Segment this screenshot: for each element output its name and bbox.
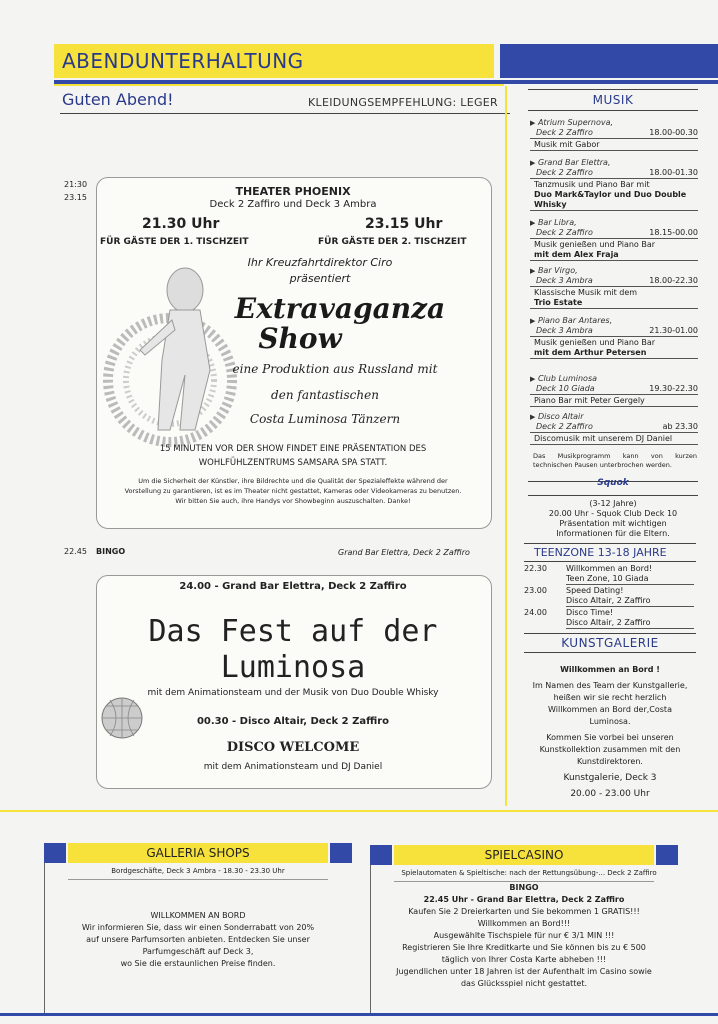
musik-time: 18.00-01.30 xyxy=(649,168,698,177)
teen-location: Disco Altair, 2 Zaffiro xyxy=(566,618,694,629)
camera-note-3: Wir bitten Sie auch, ihre Handys vor Showbeginn auszuschalten. Danke! xyxy=(175,497,411,505)
bullet-icon: ▶ xyxy=(530,267,536,275)
camera-note-1: Um die Sicherheit der Künstler, ihre Bildrechte und die Qualität der Spezialeffekte während der xyxy=(138,477,448,485)
musik-desc-1: Musik genießen und Piano Bar xyxy=(534,338,656,347)
casino-sub-rule xyxy=(394,881,654,882)
show2-time: 23.15 Uhr xyxy=(365,216,443,232)
casino-sub: Spielautomaten & Spieltische: nach der Rettungsübung-... Deck 2 Zaffiro xyxy=(401,869,657,877)
bingo-time: 22.45 xyxy=(64,547,87,556)
bullet-icon: ▶ xyxy=(530,219,536,227)
musik-title: MUSIK xyxy=(592,93,634,107)
kunst-line-6: Kommen Sie vorbei bei unseren xyxy=(546,733,674,742)
shops-title: GALLERIA SHOPS xyxy=(146,846,250,860)
party-title-2: Luminosa xyxy=(220,650,366,685)
teen-event: Willkommen an Bord! xyxy=(566,564,653,573)
show-name-1: Extravaganza xyxy=(234,292,446,325)
musik-venue-2: Deck 3 Ambra xyxy=(536,326,593,335)
teen-location: Disco Altair, 2 Zaffiro xyxy=(566,596,694,607)
musik-bottom-rule xyxy=(528,110,698,111)
musik-item xyxy=(530,218,698,261)
squok-age: (3-12 Jahre) xyxy=(589,499,637,508)
musik-venue-1: Bar Libra, xyxy=(537,218,577,227)
musik-top-rule xyxy=(528,89,698,90)
musik-venue-2: Deck 2 Zaffiro xyxy=(536,422,593,431)
musik-time: 18.00-22.30 xyxy=(649,276,698,285)
musik-time: 19.30-22.30 xyxy=(649,384,698,393)
show-name-2: Show xyxy=(258,322,342,355)
casino-blue-left xyxy=(370,845,392,865)
presents: präsentiert xyxy=(289,272,351,285)
teen-event: Speed Dating! xyxy=(566,586,624,595)
musik-desc-2: Duo Mark&Taylor und Duo Double Whisky xyxy=(534,190,687,209)
musik-desc-1: Klassische Musik mit dem xyxy=(534,288,638,297)
musik-desc-1: Piano Bar mit Peter Gergely xyxy=(534,396,645,405)
shops-line-5: wo Sie die erstaunlichen Preise finden. xyxy=(120,959,276,968)
musik-item xyxy=(530,374,698,407)
casino-line-5: Ausgewählte Tischspiele für nur € 3/1 MIN !!! xyxy=(433,931,615,940)
party-title-1: Das Fest auf der xyxy=(148,614,438,649)
kunst-line-1: Willkommen an Bord ! xyxy=(560,665,660,674)
musik-time: 18.15-00.00 xyxy=(649,228,698,237)
kunst-title: KUNSTGALERIE xyxy=(561,636,659,650)
shops-blue-right xyxy=(330,843,352,863)
shops-line-4: Parfumgeschäft auf Deck 3, xyxy=(142,947,254,956)
musik-desc-2: Trio Estate xyxy=(534,298,583,307)
musik-note: Das Musikprogramm kann von kurzen technischen Pausen unterbrochen werden. xyxy=(533,452,697,469)
header-blue-block xyxy=(500,44,718,78)
musik-venue-2: Deck 2 Zaffiro xyxy=(536,128,593,137)
casino-line-3: Kaufen Sie 2 Dreierkarten und Sie bekommen 1 GRATIS!!! xyxy=(408,907,640,916)
kunst-line-9: Kunstgalerie, Deck 3 xyxy=(563,773,657,783)
theater-title: THEATER PHOENIX xyxy=(235,185,351,198)
squok-logo: Squok xyxy=(597,478,629,488)
musik-venue-1: Disco Altair xyxy=(537,412,584,421)
theater-time-2: 23.15 xyxy=(64,193,87,202)
production-line-2: den fantastischen xyxy=(271,388,379,402)
dress-code: KLEIDUNGSEMPFEHLUNG: LEGER xyxy=(308,96,498,109)
shops-line-1: WILLKOMMEN AN BORD xyxy=(150,911,246,920)
footer-yellow-line xyxy=(0,810,718,812)
musik-venue-2: Deck 10 Giada xyxy=(536,384,595,393)
casino-blue-right xyxy=(656,845,678,865)
column-divider xyxy=(505,86,507,806)
bingo-label: BINGO xyxy=(96,547,126,556)
shops-sub: Bordgeschäfte, Deck 3 Ambra - 18.30 - 23.30 Uhr xyxy=(111,867,285,875)
kunst-line-5: Luminosa. xyxy=(589,717,631,726)
casino-line-6: Registrieren Sie Ihre Kreditkarte und Sie können bis zu € 500 xyxy=(402,943,646,952)
production-line-3: Costa Luminosa Tänzern xyxy=(249,412,401,426)
musik-item xyxy=(530,118,698,151)
kunst-line-3: heißen wir sie recht herzlich xyxy=(553,693,667,702)
musik-desc-2: mit dem Arthur Petersen xyxy=(534,348,647,357)
show1-time: 21.30 Uhr xyxy=(142,216,220,232)
disco-welcome: DISCO WELCOME xyxy=(226,740,360,755)
kunst-line-4: Willkommen an Bord der,Costa xyxy=(548,705,672,714)
shops-sub-rule xyxy=(68,879,328,880)
musik-desc-1: Discomusik mit unserem DJ Daniel xyxy=(534,434,673,443)
musik-item xyxy=(530,158,698,211)
page-title: ABENDUNTERHALTUNG xyxy=(62,49,304,73)
squok-line-1: 20.00 Uhr - Squok Club Deck 10 xyxy=(548,509,678,518)
bullet-icon: ▶ xyxy=(530,159,536,167)
greeting: Guten Abend! xyxy=(62,90,174,109)
musik-item xyxy=(530,266,698,309)
teen-event: Disco Time! xyxy=(566,608,614,617)
musik-venue-1: Bar Virgo, xyxy=(537,266,578,275)
theater-location: Deck 2 Zaffiro und Deck 3 Ambra xyxy=(209,199,377,210)
bullet-icon: ▶ xyxy=(530,119,536,127)
party-with-music: mit dem Animationsteam und der Musik von Duo Double Whisky xyxy=(147,688,439,698)
kunst-rule-top xyxy=(524,633,696,634)
casino-line-7: täglich von Ihrer Costa Karte abheben !!! xyxy=(441,955,607,964)
shops-line-3: auf unsere Parfumsorten anbieten. Entdecken Sie unser xyxy=(86,935,310,944)
musik-venue-1: Atrium Supernova, xyxy=(537,118,614,127)
casino-line-1: BINGO xyxy=(509,883,539,892)
bingo-location: Grand Bar Elettra, Deck 2 Zaffiro xyxy=(338,548,470,557)
musik-desc-1: Musik mit Gabor xyxy=(534,140,600,149)
musik-venue-1: Club Luminosa xyxy=(537,374,598,383)
teen-location: Teen Zone, 10 Giada xyxy=(566,574,694,585)
musik-item xyxy=(530,412,698,445)
disco-with: mit dem Animationsteam und DJ Daniel xyxy=(203,762,383,772)
musik-venue-1: Piano Bar Antares, xyxy=(537,316,613,325)
production-line-1: eine Produktion aus Russland mit xyxy=(232,362,438,376)
musik-venue-2: Deck 2 Zaffiro xyxy=(536,168,593,177)
squok-line-2: Präsentation mit wichtigen xyxy=(559,519,667,528)
teen-time: 22.30 xyxy=(524,564,547,573)
casino-line-4: Willkommen an Bord!!! xyxy=(477,919,571,928)
teen-rule-bottom xyxy=(524,561,696,562)
teen-time: 24.00 xyxy=(524,608,547,617)
musik-time: ab 23.30 xyxy=(662,422,698,431)
shops-line-2: Wir informieren Sie, dass wir einen Sonderrabatt von 20% xyxy=(81,923,315,932)
shops-blue-left xyxy=(44,843,66,863)
teen-rule-top xyxy=(524,543,696,544)
musik-desc-2: mit dem Alex Fraja xyxy=(534,250,619,259)
squok-rule-mid xyxy=(528,495,698,496)
musik-desc-1: Musik genießen und Piano Bar xyxy=(534,240,656,249)
greeting-rule xyxy=(60,113,510,114)
casino-line-9: das Glücksspiel nicht gestattet. xyxy=(460,979,588,988)
bullet-icon: ▶ xyxy=(530,317,536,325)
kunst-line-2: Im Namen des Team der Kunstgallerie, xyxy=(532,681,688,690)
kunst-rule-bottom xyxy=(524,652,696,653)
kunst-line-7: Kunstkollektion zusammen mit den xyxy=(539,745,681,754)
squok-line-3: Informationen für die Eltern. xyxy=(556,529,670,538)
musik-time: 21.30-01.00 xyxy=(649,326,698,335)
presenter: Ihr Kreuzfahrtdirektor Ciro xyxy=(247,256,393,269)
casino-line-2: 22.45 Uhr - Grand Bar Elettra, Deck 2 Zaffiro xyxy=(423,895,625,904)
camera-note-2: Vorstellung zu garantieren, ist es im Theater nicht gestattet, Kameras oder Videokameras zu benutzen. xyxy=(124,487,462,495)
party-time-location: 24.00 - Grand Bar Elettra, Deck 2 Zaffiro xyxy=(179,581,407,592)
musik-venue-1: Grand Bar Elettra, xyxy=(537,158,611,167)
musik-desc-1: Tanzmusik und Piano Bar mit xyxy=(534,180,650,189)
musik-time: 18.00-00.30 xyxy=(649,128,698,137)
show2-guests: FÜR GÄSTE DER 2. TISCHZEIT xyxy=(318,237,467,247)
musik-venue-2: Deck 2 Zaffiro xyxy=(536,228,593,237)
theater-time-1: 21:30 xyxy=(64,180,88,189)
teen-title: TEENZONE 13-18 JAHRE xyxy=(534,546,667,559)
spa-note-2: WOHLFÜHLZENTRUMS SAMSARA SPA STATT. xyxy=(198,458,388,468)
disco-time: 00.30 - Disco Altair, Deck 2 Zaffiro xyxy=(196,716,390,727)
casino-title: SPIELCASINO xyxy=(484,848,564,862)
musik-item xyxy=(530,316,698,359)
casino-line-8: Jugendlichen unter 18 Jahren ist der Aufenthalt im Casino sowie xyxy=(396,967,652,976)
show1-guests: FÜR GÄSTE DER 1. TISCHZEIT xyxy=(100,237,249,247)
bullet-icon: ▶ xyxy=(530,413,536,421)
musik-venue-2: Deck 3 Ambra xyxy=(536,276,593,285)
footer-blue-line xyxy=(0,1013,718,1016)
bullet-icon: ▶ xyxy=(530,375,536,383)
teen-time: 23.00 xyxy=(524,586,547,595)
header-yellow-underline xyxy=(54,84,504,86)
kunst-line-10: 20.00 - 23.00 Uhr xyxy=(570,789,650,799)
kunst-line-8: Kunstdirektoren. xyxy=(577,757,643,766)
spa-note-1: 15 MINUTEN VOR DER SHOW FINDET EINE PRÄSENTATION DES xyxy=(159,444,427,454)
